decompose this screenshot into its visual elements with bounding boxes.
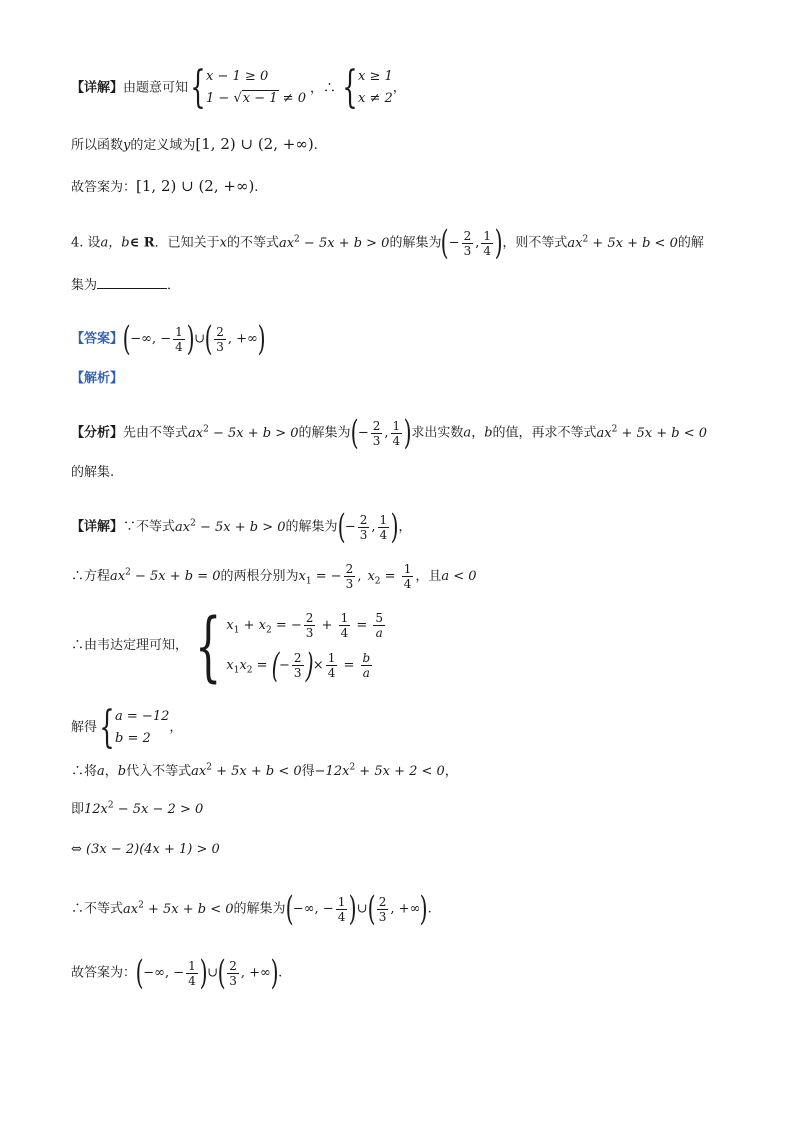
num: 1 [403,562,412,576]
num: 2 [463,228,472,243]
paren-right: ) [348,889,357,929]
eq: = − [271,618,302,633]
fraction [378,513,390,542]
paren-right: ) [403,413,412,453]
var-a: a [463,425,472,441]
ineq: ax [278,235,295,251]
paren-left: ( [350,413,359,453]
answer-blank[interactable] [97,274,167,289]
analysis-line [71,369,123,389]
var-y: y [123,138,131,153]
paren-left: ( [135,953,144,993]
detail-line-2 [71,507,412,547]
fraction [371,419,383,448]
detail-tag: 【详解】 [71,519,124,535]
fraction [344,562,356,591]
num: 2 [229,958,237,973]
system-2-row-2: x ≠ 2 [357,91,393,106]
ineq: ax [123,901,139,917]
fraction [361,651,373,680]
fraction [326,651,338,680]
text: ∴方程 [71,569,111,584]
paren-right: ) [270,953,279,993]
end-punct: . [427,901,432,917]
detail-tag: 【详解】 [71,80,124,96]
domain-line [71,134,318,156]
substitute-line [71,762,458,782]
eq: = [339,658,359,673]
answer-line [71,319,266,359]
num: 2 [359,512,368,527]
num: 1 [175,324,183,339]
paren-left: ( [367,889,376,929]
fraction [481,229,493,258]
minus: − [278,658,290,673]
subscript: 1 [305,576,312,587]
den: 3 [216,339,224,354]
num: 2 [378,894,387,909]
solve-row-1: a = −12 [115,709,170,724]
num: 1 [340,611,349,625]
fenxi-tag: 【分析】 [71,425,124,441]
num: 1 [483,228,492,243]
text: 的解集为 [298,425,351,441]
fenxi-line-1 [71,413,708,453]
eq: = [380,569,400,584]
text: ，则不等式 [502,235,568,251]
exp: 2 [138,900,144,911]
ineq: − 5x + b > 0 [299,235,390,251]
eq: = [352,618,372,633]
paren-left: ( [204,319,213,359]
num: 5 [375,611,384,625]
vieta-row-2 [226,646,387,686]
paren-right: ) [257,319,266,359]
exp: 2 [206,762,212,773]
eq: = [252,658,272,673]
paren-left: ( [441,223,450,263]
minus: − [344,519,356,535]
paren-right: ) [199,953,208,993]
exp: 2 [582,234,589,245]
den: 4 [327,666,336,680]
final-answer-line [71,953,283,993]
paren-right: ) [494,223,503,263]
comma: , [357,569,362,584]
num: 1 [337,894,346,909]
text: 的两根分别为 [220,569,299,584]
times: × [312,658,324,673]
num: b [362,651,371,665]
num: 2 [372,418,381,433]
fraction [402,562,414,591]
roots-line [71,562,477,591]
ineq: ax [567,235,583,251]
in-r: ∈ R [129,235,155,251]
sys1-r2-prefix: 1 − [206,91,234,106]
text: 故答案为： [71,965,137,981]
fraction [377,895,389,924]
eq: − 5x + b = 0 [130,569,221,584]
text: ．已知关于 [154,235,220,251]
text: 即 [71,802,85,817]
den: 4 [340,626,349,640]
den: 3 [345,577,354,591]
paren-right: ) [390,507,399,547]
question-4-line-1 [71,223,704,263]
den: 3 [229,973,237,988]
text: ∵不等式 [123,519,176,535]
end-punct: ， [392,80,406,96]
neg-inf: −∞, − [130,331,172,347]
domain-interval: [1, 2) ∪ (2, +∞) [195,135,314,153]
num: 2 [345,562,354,576]
den: a [375,626,383,640]
comma: , [371,519,376,535]
text: 故答案为： [71,180,137,195]
fraction [339,611,351,640]
den: 4 [483,243,492,258]
text: 求出实数 [411,425,464,441]
text: 所以函数 [71,138,124,153]
exp: 2 [294,234,300,245]
equiv-line-1 [71,800,203,820]
text: 集为 [71,278,98,293]
system-1-row-1: x − 1 ≥ 0 [206,69,269,84]
separator: ，∴ [309,80,336,96]
den: 3 [378,909,387,924]
fraction [358,513,370,542]
text: 的解集. [71,465,115,480]
text: 得 [301,764,315,779]
paren-left: ( [217,953,226,993]
den: 4 [175,339,183,354]
answer-interval: [1, 2) ∪ (2, +∞) [136,177,255,195]
den: 4 [188,973,196,988]
plus: + [317,618,337,633]
text: ∴由韦达定理可知， [71,638,189,653]
den: 3 [463,243,472,258]
pos-inf: , +∞ [390,901,421,917]
ineq: + 5x + b < 0 [617,425,708,441]
end-punct: . [254,180,259,195]
expr: − 5x − 2 > 0 [113,802,204,817]
paren-right: ) [305,645,314,686]
brace: { [190,62,206,113]
x2: x [239,658,247,673]
ineq: + 5x + b < 0 [588,235,678,251]
den: 3 [359,527,368,542]
text: ， [471,425,485,441]
x2: x [367,569,375,584]
den: 4 [337,909,346,924]
detail-line-1 [71,62,406,113]
vieta-system [226,606,387,686]
den: a [362,666,370,680]
vieta-line [71,601,387,690]
den: 4 [379,527,388,542]
sys1-r2-suffix: ≠ 0 [278,91,306,106]
system-1 [206,66,306,110]
fraction [462,229,474,258]
text: 的解 [677,235,704,251]
text: ∴不等式 [71,901,124,917]
fraction [227,959,239,988]
solve-line [71,702,183,753]
neg-inf: −∞, − [292,901,334,917]
system-1-row-2: 1 − √x − 1 ≠ 0 [206,91,306,106]
fraction [214,325,226,354]
var-b: b [484,425,493,441]
x1: x [226,618,234,633]
paren-left: ( [122,319,131,359]
ineq: + 5x + b < 0 [143,901,234,917]
num: 1 [188,958,196,973]
num: 2 [305,611,314,625]
analysis-tag: 【解析】 [71,371,124,386]
solve-system [115,706,169,750]
answer-line-prev [71,176,258,198]
exp: 2 [107,800,114,811]
var-a: a [97,764,105,779]
exp: 2 [203,424,209,435]
pos-inf: , +∞ [227,331,258,347]
fraction [173,325,185,354]
solve-row-2: b = 2 [115,731,151,746]
exp: 2 [611,424,618,435]
brace: { [99,702,115,753]
ineq: ax [191,764,207,779]
question-4-line-2 [71,274,180,296]
x1: x [226,658,234,673]
pos-inf: , +∞ [240,965,271,981]
detail-text: 由题意可知 [123,80,189,96]
ineq: ax [175,519,191,535]
num: 1 [327,651,336,665]
num: 2 [216,324,224,339]
end-punct: . [313,138,318,153]
text: 的解集为 [389,235,442,251]
paren-right: ) [420,889,429,929]
x2: + x [239,618,266,633]
den: 4 [392,433,401,448]
expr: 12x [84,802,108,817]
text: ∴将 [71,764,98,779]
exp: 2 [349,762,356,773]
minus: − [357,425,369,441]
comma: , [475,235,480,251]
var-b: b [117,764,127,779]
text: 的解集为 [233,901,286,917]
fenxi-line-2 [71,463,114,483]
end-punct: . [278,965,283,981]
union: ∪ [207,965,218,981]
result: + 5x + 2 < 0 [355,764,445,779]
fraction [391,419,403,448]
fraction [292,651,304,680]
num: 1 [379,512,388,527]
x1: x [298,569,306,584]
minus: − [448,235,460,251]
subscript: 2 [265,625,272,636]
system-2-row-1: x ≥ 1 [357,69,393,84]
paren-left: ( [337,507,346,547]
vars: a，b [100,235,130,251]
expr: ⇔ (3x − 2)(4x + 1) > 0 [71,842,220,857]
den: 3 [293,666,302,680]
end-punct: ． [167,278,181,293]
union: ∪ [356,901,368,917]
equiv-line-2 [71,840,220,860]
ineq: ax [596,425,612,441]
text: ， [104,764,118,779]
var-x: x [219,235,227,251]
eq: ax [110,569,126,584]
ineq: − 5x + b > 0 [195,519,286,535]
brace: { [194,601,222,690]
text: 先由不等式 [123,425,189,441]
union: ∪ [194,331,205,347]
exp: 2 [125,567,131,578]
fraction [336,895,348,924]
answer-tag: 【答案】 [71,331,124,347]
ineq: − 5x + b > 0 [208,425,299,441]
den: 3 [305,626,314,640]
question-number: 4. 设 [71,235,101,251]
den: 3 [372,433,381,448]
subscript: 1 [233,625,240,636]
end-punct: ， [444,764,458,779]
text: 的不等式 [226,235,279,251]
subscript: 1 [233,665,240,676]
neg-inf: −∞, − [143,965,185,981]
cond: a < 0 [441,569,477,584]
fraction [304,611,316,640]
vieta-row-1 [226,606,387,646]
text: 的解集为 [285,519,338,535]
fraction [373,611,385,640]
text: ，且 [415,569,442,584]
text: 解得 [71,720,98,735]
exp: 2 [190,518,196,529]
text: 的值，再求不等式 [492,425,597,441]
num: 1 [392,418,401,433]
text: 代入不等式 [126,764,192,779]
ineq: ax [188,425,204,441]
subscript: 2 [246,665,253,676]
brace: { [342,62,358,113]
end-punct: ， [398,519,412,535]
paren-left: ( [285,889,294,929]
paren-right: ) [186,319,195,359]
text: 的定义域为 [130,138,196,153]
eq: = − [311,569,342,584]
fraction [186,959,198,988]
sqrt-expr: x − 1 [242,91,278,106]
num: 2 [293,651,302,665]
comma: , [384,425,389,441]
end-punct: ， [169,720,183,735]
conclusion-line [71,889,432,929]
subscript: 2 [374,576,381,587]
paren-left: ( [271,645,280,686]
system-2 [358,66,393,110]
result: −12x [314,764,350,779]
den: 4 [403,577,412,591]
ineq: + 5x + b < 0 [211,764,302,779]
